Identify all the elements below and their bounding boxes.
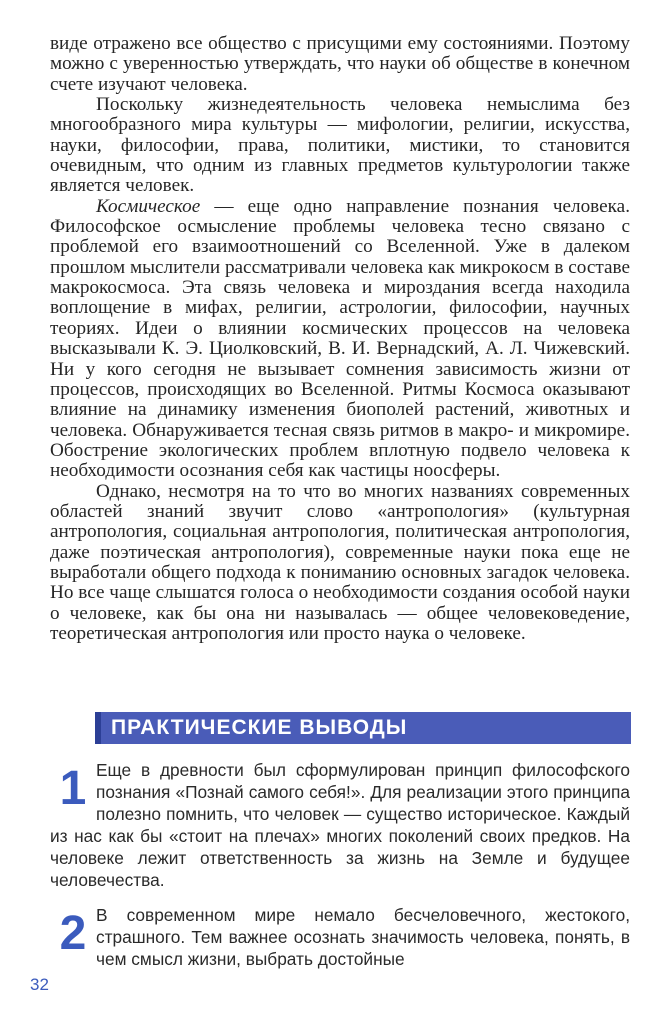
- paragraph-4: Однако, несмотря на то что во многих названиях современных областей знаний звучит слово «антропология» (культурная антропология, социальная антропология, политическая антропология, даже поэтическая антропология), современные науки пока еще не выработали общего подхода к пониманию основных загадок человека. Но все чаще слышатся голоса о необходимости создания особой науки о человеке, как бы она ни называлась — общее человековедение, теоретическая антропология или просто наука о человеке.: [50, 480, 630, 644]
- page-number: 32: [30, 975, 49, 994]
- point-text-1: Еще в древности был сформулирован принцип философского познания «Познай самого себя!». Для реализации этого принципа полезно помнить, что человек — существо историческое. Каждый из нас как бы «стоит на плечах» многих поколений своих предков. На человеке лежит ответственность за жизнь на Земле и будущее человечества.: [50, 760, 630, 890]
- section-heading: ПРАКТИЧЕСКИЕ ВЫВОДЫ: [111, 716, 408, 739]
- point-text-2: В современном мире немало бесчеловечного, жестокого, страшного. Тем важнее осознать значимость человека, понять, в чем смысл жизни, выбрать достойные: [96, 905, 630, 969]
- paragraph-3-text: — еще одно направление познания человека. Философское осмысление проблемы человека тесно связано с проблемой его взаимоотношений со Вселенной. Уже в далеком прошлом мыслители рассматривали человека как микрокосм в составе макрокосмоса. Эта связь человека и мироздания всегда находила воплощение в мифах, религии, астрологии, философии, научных теориях. Идеи о влиянии космических процессов на человека высказывали К. Э. Циолковский, В. И. Вернадский, А. Л. Чижевский. Ни у кого сегодня не вызывает сомнения зависимость жизни от процессов, происходящих во Вселенной. Ритмы Космоса оказывают влияние на динамику изменения биополей растений, животных и человека. Обнаруживается тесная связь ритмов в макро- и микромире. Обострение экологических проблем вплотную подвело человека к необходимости осознания себя как частицы ноосферы.: [50, 195, 630, 482]
- practical-point-1: [50, 760, 630, 891]
- practical-point-2: [50, 905, 630, 971]
- paragraph-1: виде отражено все общество с присущими ему состояниями. Поэтому можно с уверенностью утверждать, что науки об обществе в конечном счете изучают человека.: [50, 33, 630, 95]
- point-number-2: 2: [59, 907, 87, 960]
- paragraph-2: Поскольку жизнедеятельность человека немыслима без многообразного мира культуры — мифологии, религии, искусства, науки, философии, права, политики, мистики, то становится очевидным, что одним из главных предметов культурологии также является человек.: [50, 94, 630, 197]
- main-text-block: [50, 34, 630, 644]
- point-number-1: 1: [59, 762, 87, 815]
- paragraph-3-emphasis: Космическое: [96, 195, 201, 217]
- paragraph-3: [50, 197, 630, 482]
- section-heading-bar: [95, 712, 631, 744]
